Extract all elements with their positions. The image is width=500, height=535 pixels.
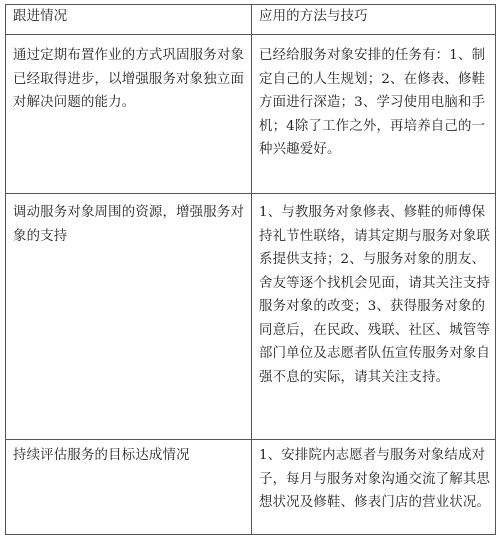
follow-up-table: [5, 4, 496, 535]
header-progress: 跟进情况: [6, 5, 252, 35]
progress-cell: 通过定期布置作业的方式巩固服务对象已经取得进步，以增强服务对象独立面对解决问题的能力。: [6, 35, 252, 194]
table-row: [6, 440, 496, 535]
methods-cell: 已经给服务对象安排的任务有：1、制定自己的人生规划；2、在修表、修鞋方面进行深造；3、学习使用电脑和手机；4除了工作之外，再培养自己的一种兴趣爱好。: [252, 35, 496, 194]
methods-cell: 1、与教服务对象修表、修鞋的师傅保持礼节性联络，请其定期与服务对象联系提供支持；2、与服务对象的朋友、舍友等逐个找机会见面，请其关注支持服务对象的改变；3、获得服务对象的同意后，在民政、残联、社区、城管等部门单位及志愿者队伍宣传服务对象自强不息的实际，请其关注支持。: [252, 194, 496, 440]
table-row: [6, 194, 496, 440]
methods-cell: 1、安排院内志愿者与服务对象结成对子，每月与服务对象沟通交流了解其思想状况及修鞋、修表门店的营业状况。: [252, 440, 496, 535]
progress-cell: 调动服务对象周围的资源，增强服务对象的支持: [6, 194, 252, 440]
table-header-row: [6, 5, 496, 35]
table-row: [6, 35, 496, 194]
progress-cell: 持续评估服务的目标达成情况: [6, 440, 252, 535]
header-methods: 应用的方法与技巧: [252, 5, 496, 35]
